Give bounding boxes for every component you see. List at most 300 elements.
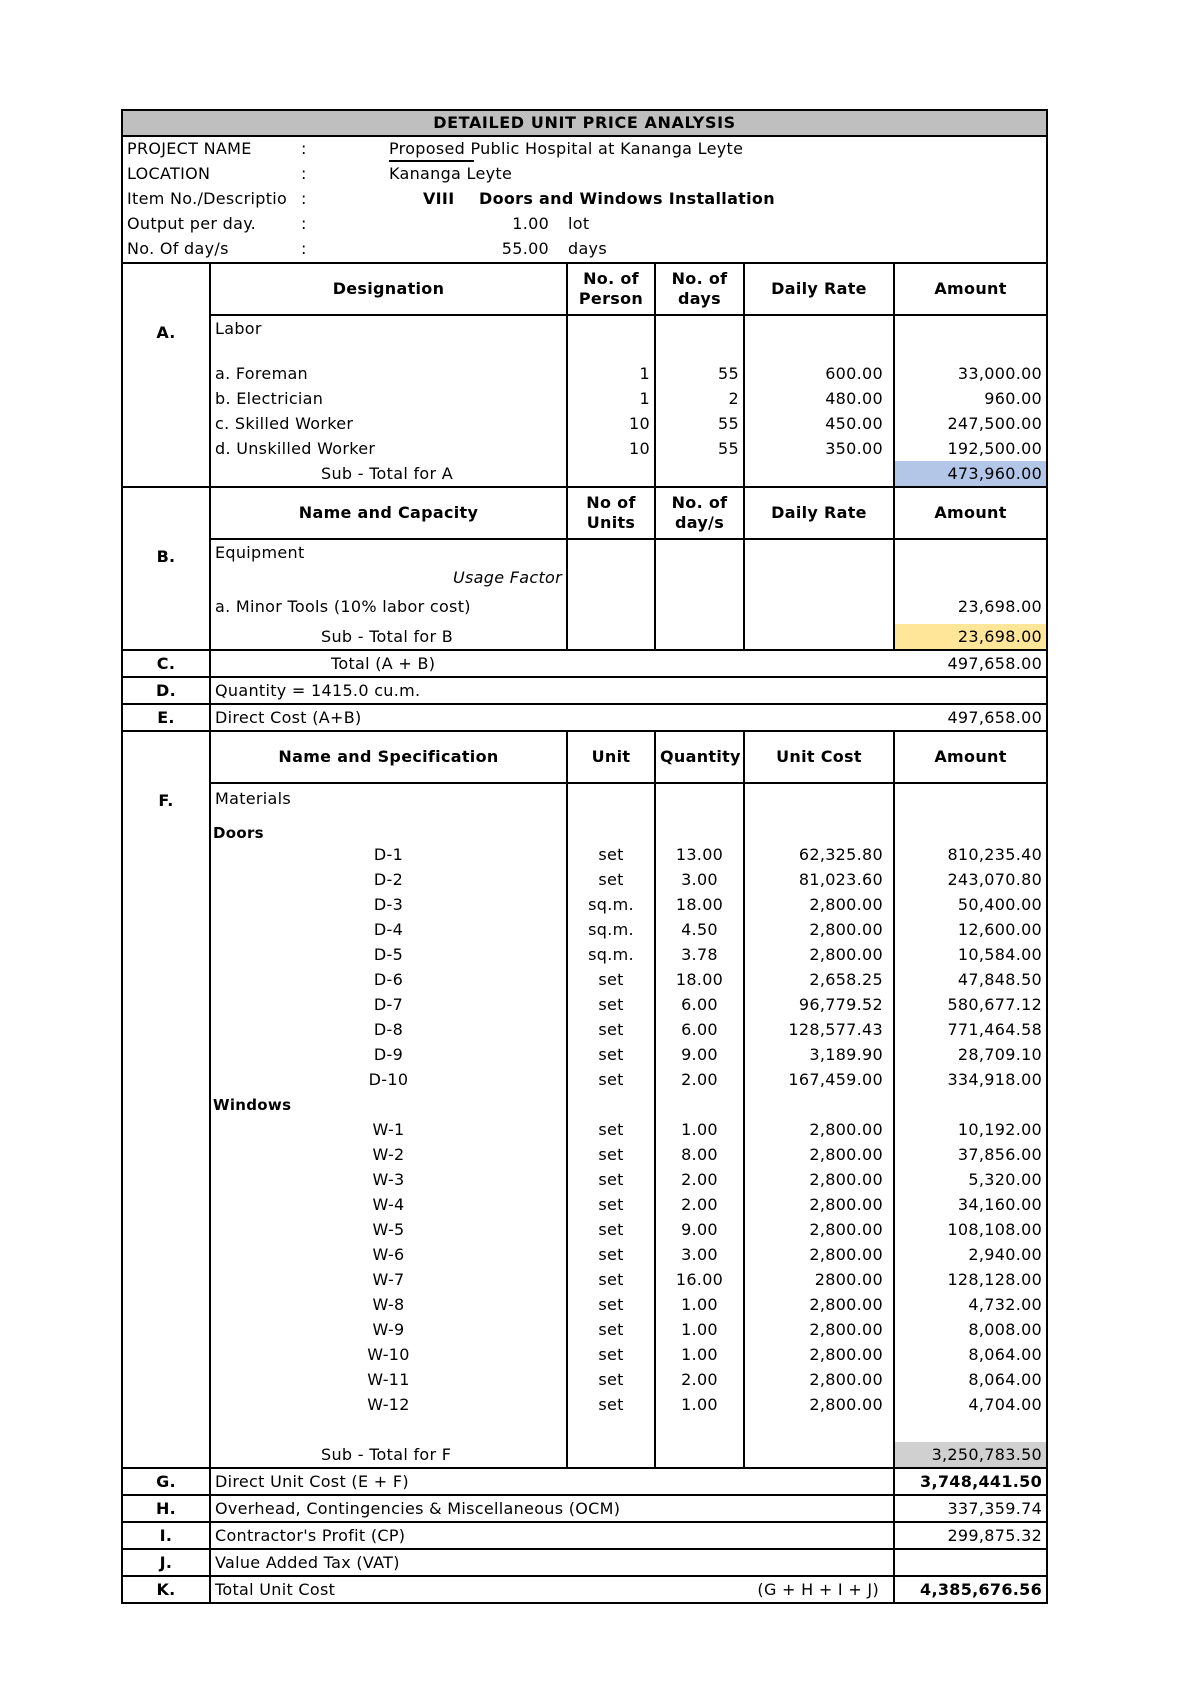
windows-unit-cost: 2,800.00 <box>744 1392 894 1417</box>
windows-row <box>122 1192 1047 1217</box>
doors-quantity: 6.00 <box>655 992 744 1017</box>
windows-row <box>122 1342 1047 1367</box>
days-value: 55.00 <box>501 239 550 258</box>
labor-subtotal-label: Sub - Total for A <box>210 461 567 487</box>
blank-cell <box>744 624 894 650</box>
location-value: Kananga Leyte <box>389 164 513 183</box>
days-label: No. Of day/s <box>127 239 229 258</box>
summary-row <box>122 677 1047 704</box>
windows-row <box>122 1167 1047 1192</box>
blank-cell <box>655 341 744 361</box>
summary-label: Direct Cost (A+B) <box>210 704 894 731</box>
windows-unit: set <box>567 1242 655 1267</box>
labor-subtotal: 473,960.00 <box>894 461 1047 487</box>
windows-quantity: 1.00 <box>655 1292 744 1317</box>
windows-unit-cost: 2,800.00 <box>744 1117 894 1142</box>
windows-name: W-9 <box>210 1317 567 1342</box>
total-letter: H. <box>122 1495 210 1522</box>
doors-name: D-5 <box>210 942 567 967</box>
doors-unit: set <box>567 1017 655 1042</box>
usage-factor-label: Usage Factor <box>210 565 567 590</box>
total-formula <box>744 1495 894 1522</box>
doors-row <box>122 992 1047 1017</box>
doors-amount: 580,677.12 <box>894 992 1047 1017</box>
equipment-name: a. Minor Tools (10% labor cost) <box>210 590 567 624</box>
labor-amount: 33,000.00 <box>894 361 1047 386</box>
info-row-days <box>122 237 1047 263</box>
windows-name: W-11 <box>210 1367 567 1392</box>
info-row-output <box>122 212 1047 237</box>
windows-amount: 34,160.00 <box>894 1192 1047 1217</box>
windows-unit: set <box>567 1142 655 1167</box>
total-label: Overhead, Contingencies & Miscellaneous (OCM) <box>210 1495 744 1522</box>
windows-unit-cost: 2,800.00 <box>744 1192 894 1217</box>
total-amount: 299,875.32 <box>894 1522 1047 1549</box>
labor-header-4: Daily Rate <box>744 263 894 315</box>
blank-cell <box>567 590 655 624</box>
windows-unit: set <box>567 1367 655 1392</box>
doors-name: D-6 <box>210 967 567 992</box>
windows-name: W-10 <box>210 1342 567 1367</box>
doors-row <box>122 867 1047 892</box>
summary-letter: E. <box>122 704 210 731</box>
blank-cell <box>894 814 1047 842</box>
windows-row <box>122 1392 1047 1417</box>
total-label: Value Added Tax (VAT) <box>210 1549 744 1576</box>
materials-header-3: Quantity <box>655 731 744 783</box>
labor-designation: c. Skilled Worker <box>210 411 567 436</box>
labor-row <box>122 411 1047 436</box>
output-label: Output per day. <box>127 214 257 233</box>
total-letter: G. <box>122 1468 210 1495</box>
windows-name: W-7 <box>210 1267 567 1292</box>
windows-amount: 8,064.00 <box>894 1367 1047 1392</box>
equipment-title: Equipment <box>210 539 567 565</box>
blank-cell <box>894 341 1047 361</box>
labor-spacer-row <box>122 341 1047 361</box>
output-unit: lot <box>568 214 590 233</box>
doors-name: D-9 <box>210 1042 567 1067</box>
windows-amount: 2,940.00 <box>894 1242 1047 1267</box>
labor-header-1: Designation <box>210 263 567 315</box>
blank-cell <box>655 315 744 341</box>
windows-amount: 8,064.00 <box>894 1342 1047 1367</box>
materials-header-2: Unit <box>567 731 655 783</box>
doors-amount: 50,400.00 <box>894 892 1047 917</box>
blank-cell <box>655 565 744 590</box>
project-value: Proposed Public Hospital at Kananga Leyte <box>389 139 744 158</box>
total-amount <box>894 1549 1047 1576</box>
equipment-usage-row <box>122 565 1047 590</box>
total-row <box>122 1549 1047 1576</box>
blank-cell <box>894 315 1047 341</box>
blank-cell <box>894 1092 1047 1117</box>
blank-cell <box>655 1417 744 1442</box>
labor-title: Labor <box>210 315 567 341</box>
summary-letter: C. <box>122 650 210 677</box>
windows-quantity: 3.00 <box>655 1242 744 1267</box>
total-formula <box>744 1468 894 1495</box>
windows-row <box>122 1292 1047 1317</box>
labor-daily-rate: 450.00 <box>744 411 894 436</box>
windows-quantity: 2.00 <box>655 1192 744 1217</box>
item-label: Item No./Descriptio <box>127 189 288 208</box>
doors-unit-cost: 96,779.52 <box>744 992 894 1017</box>
labor-designation: d. Unskilled Worker <box>210 436 567 461</box>
equipment-row <box>122 590 1047 624</box>
windows-amount: 128,128.00 <box>894 1267 1047 1292</box>
summary-amount: 497,658.00 <box>894 704 1047 731</box>
doors-unit-cost: 62,325.80 <box>744 842 894 867</box>
equipment-subtotal-label: Sub - Total for B <box>210 624 567 650</box>
doors-quantity: 9.00 <box>655 1042 744 1067</box>
windows-unit-cost: 2,800.00 <box>744 1317 894 1342</box>
equipment-subtotal-row <box>122 624 1047 650</box>
windows-row <box>122 1367 1047 1392</box>
doors-unit-cost: 2,800.00 <box>744 917 894 942</box>
doors-unit: set <box>567 992 655 1017</box>
doors-unit-cost: 2,800.00 <box>744 892 894 917</box>
blank-cell <box>744 1417 894 1442</box>
summary-amount <box>894 677 1047 704</box>
blank-cell <box>655 624 744 650</box>
windows-name: W-12 <box>210 1392 567 1417</box>
doors-quantity: 6.00 <box>655 1017 744 1042</box>
doors-quantity: 3.78 <box>655 942 744 967</box>
doors-group-label: Doors <box>210 814 567 842</box>
doors-quantity: 18.00 <box>655 967 744 992</box>
windows-unit: set <box>567 1267 655 1292</box>
windows-unit: set <box>567 1292 655 1317</box>
windows-unit-cost: 2,800.00 <box>744 1292 894 1317</box>
windows-unit-cost: 2,800.00 <box>744 1242 894 1267</box>
doors-amount: 334,918.00 <box>894 1067 1047 1092</box>
windows-quantity: 9.00 <box>655 1217 744 1242</box>
windows-name: W-1 <box>210 1117 567 1142</box>
materials-header-row <box>122 731 1047 783</box>
equipment-header-4: Daily Rate <box>744 487 894 539</box>
total-row <box>122 1495 1047 1522</box>
labor-amount: 960.00 <box>894 386 1047 411</box>
summary-amount: 497,658.00 <box>894 650 1047 677</box>
labor-days: 2 <box>655 386 744 411</box>
total-formula <box>744 1549 894 1576</box>
windows-amount: 10,192.00 <box>894 1117 1047 1142</box>
labor-section-letter: A. <box>122 263 210 487</box>
analysis-table <box>121 109 1048 1604</box>
title-row <box>122 110 1047 136</box>
labor-persons: 1 <box>567 386 655 411</box>
doors-unit-cost: 3,189.90 <box>744 1042 894 1067</box>
doors-amount: 243,070.80 <box>894 867 1047 892</box>
windows-unit-cost: 2,800.00 <box>744 1142 894 1167</box>
windows-unit-cost: 2,800.00 <box>744 1167 894 1192</box>
materials-header-5: Amount <box>894 731 1047 783</box>
blank-cell <box>655 1092 744 1117</box>
windows-name: W-6 <box>210 1242 567 1267</box>
windows-row <box>122 1267 1047 1292</box>
doors-amount: 810,235.40 <box>894 842 1047 867</box>
doors-amount: 771,464.58 <box>894 1017 1047 1042</box>
equipment-subtotal: 23,698.00 <box>894 624 1047 650</box>
total-letter: J. <box>122 1549 210 1576</box>
windows-amount: 4,704.00 <box>894 1392 1047 1417</box>
windows-unit: set <box>567 1192 655 1217</box>
blank-cell <box>655 539 744 565</box>
windows-unit-cost: 2,800.00 <box>744 1367 894 1392</box>
blank-cell <box>744 461 894 487</box>
materials-spacer-row <box>122 1417 1047 1442</box>
blank-cell <box>894 783 1047 814</box>
windows-unit: set <box>567 1342 655 1367</box>
item-number: VIII <box>423 189 455 208</box>
materials-section-letter: F. <box>122 731 210 1468</box>
windows-row <box>122 1317 1047 1342</box>
windows-row <box>122 1242 1047 1267</box>
output-colon: : <box>301 214 307 233</box>
blank-cell <box>655 783 744 814</box>
equipment-header-row <box>122 487 1047 539</box>
labor-row <box>122 386 1047 411</box>
doors-unit: set <box>567 967 655 992</box>
blank-cell <box>567 461 655 487</box>
doors-row <box>122 1017 1047 1042</box>
materials-title-row <box>122 783 1047 814</box>
doors-amount: 12,600.00 <box>894 917 1047 942</box>
windows-amount: 37,856.00 <box>894 1142 1047 1167</box>
total-label: Total Unit Cost <box>210 1576 744 1603</box>
doors-unit: set <box>567 1042 655 1067</box>
total-amount: 337,359.74 <box>894 1495 1047 1522</box>
materials-header-1: Name and Specification <box>210 731 567 783</box>
doors-name: D-1 <box>210 842 567 867</box>
doors-quantity: 2.00 <box>655 1067 744 1092</box>
windows-row <box>122 1117 1047 1142</box>
blank-cell <box>567 814 655 842</box>
labor-days: 55 <box>655 361 744 386</box>
days-colon: : <box>301 239 307 258</box>
doors-quantity: 3.00 <box>655 867 744 892</box>
windows-unit-cost: 2,800.00 <box>744 1217 894 1242</box>
doors-unit: sq.m. <box>567 942 655 967</box>
windows-group-label: Windows <box>210 1092 567 1117</box>
materials-header-4: Unit Cost <box>744 731 894 783</box>
doors-amount: 10,584.00 <box>894 942 1047 967</box>
blank-cell <box>655 590 744 624</box>
doors-row <box>122 967 1047 992</box>
equipment-header-1: Name and Capacity <box>210 487 567 539</box>
project-label: PROJECT NAME <box>127 139 252 158</box>
windows-name: W-4 <box>210 1192 567 1217</box>
blank-cell <box>567 1442 655 1468</box>
doors-unit: set <box>567 867 655 892</box>
doors-row <box>122 1042 1047 1067</box>
materials-subtotal: 3,250,783.50 <box>894 1442 1047 1468</box>
windows-name: W-8 <box>210 1292 567 1317</box>
blank-cell <box>210 341 567 361</box>
equipment-amount: 23,698.00 <box>894 590 1047 624</box>
windows-name: W-3 <box>210 1167 567 1192</box>
doors-quantity: 4.50 <box>655 917 744 942</box>
windows-quantity: 1.00 <box>655 1342 744 1367</box>
summary-label: Quantity = 1415.0 cu.m. <box>210 677 894 704</box>
equipment-header-5: Amount <box>894 487 1047 539</box>
labor-designation: a. Foreman <box>210 361 567 386</box>
doors-name: D-10 <box>210 1067 567 1092</box>
sheet-title: DETAILED UNIT PRICE ANALYSIS <box>122 110 1047 136</box>
labor-header-row <box>122 263 1047 315</box>
windows-unit: set <box>567 1392 655 1417</box>
summary-row <box>122 704 1047 731</box>
windows-row <box>122 1142 1047 1167</box>
labor-header-2: No. of Person <box>567 263 655 315</box>
blank-cell <box>744 783 894 814</box>
doors-unit: set <box>567 842 655 867</box>
windows-row <box>122 1217 1047 1242</box>
windows-quantity: 2.00 <box>655 1367 744 1392</box>
labor-header-5: Amount <box>894 263 1047 315</box>
doors-name: D-7 <box>210 992 567 1017</box>
labor-daily-rate: 480.00 <box>744 386 894 411</box>
info-row-location <box>122 162 1047 187</box>
labor-daily-rate: 350.00 <box>744 436 894 461</box>
doors-unit-cost: 81,023.60 <box>744 867 894 892</box>
blank-cell <box>744 315 894 341</box>
location-label: LOCATION <box>127 164 211 183</box>
windows-quantity: 1.00 <box>655 1317 744 1342</box>
total-row <box>122 1522 1047 1549</box>
total-label: Direct Unit Cost (E + F) <box>210 1468 744 1495</box>
summary-row <box>122 650 1047 677</box>
doors-amount: 28,709.10 <box>894 1042 1047 1067</box>
output-value: 1.00 <box>512 214 550 233</box>
doors-unit-cost: 2,658.25 <box>744 967 894 992</box>
windows-amount: 108,108.00 <box>894 1217 1047 1242</box>
total-formula: (G + H + I + J) <box>744 1576 894 1603</box>
info-row-item <box>122 187 1047 212</box>
doors-row <box>122 1067 1047 1092</box>
equipment-title-row <box>122 539 1047 565</box>
equipment-section-letter: B. <box>122 487 210 650</box>
windows-quantity: 2.00 <box>655 1167 744 1192</box>
doors-unit: sq.m. <box>567 917 655 942</box>
windows-unit-cost: 2,800.00 <box>744 1342 894 1367</box>
total-amount: 4,385,676.56 <box>894 1576 1047 1603</box>
total-label: Contractor's Profit (CP) <box>210 1522 744 1549</box>
blank-cell <box>567 1092 655 1117</box>
labor-days: 55 <box>655 411 744 436</box>
blank-cell <box>744 565 894 590</box>
blank-cell <box>567 783 655 814</box>
windows-quantity: 1.00 <box>655 1392 744 1417</box>
materials-subtotal-label: Sub - Total for F <box>210 1442 567 1468</box>
info-row-project <box>122 136 1047 162</box>
doors-unit-cost: 2,800.00 <box>744 942 894 967</box>
windows-quantity: 16.00 <box>655 1267 744 1292</box>
labor-persons: 10 <box>567 411 655 436</box>
days-unit: days <box>568 239 607 258</box>
blank-cell <box>744 590 894 624</box>
doors-unit: set <box>567 1067 655 1092</box>
windows-quantity: 8.00 <box>655 1142 744 1167</box>
windows-amount: 8,008.00 <box>894 1317 1047 1342</box>
blank-cell <box>567 624 655 650</box>
blank-cell <box>567 315 655 341</box>
windows-quantity: 1.00 <box>655 1117 744 1142</box>
blank-cell <box>744 1442 894 1468</box>
labor-days: 55 <box>655 436 744 461</box>
location-colon: : <box>301 164 307 183</box>
doors-unit: sq.m. <box>567 892 655 917</box>
windows-amount: 5,320.00 <box>894 1167 1047 1192</box>
labor-row <box>122 361 1047 386</box>
doors-amount: 47,848.50 <box>894 967 1047 992</box>
blank-cell <box>655 1442 744 1468</box>
blank-cell <box>744 1092 894 1117</box>
item-description: Doors and Windows Installation <box>479 189 775 208</box>
blank-cell <box>894 539 1047 565</box>
doors-row <box>122 917 1047 942</box>
doors-row <box>122 842 1047 867</box>
labor-daily-rate: 600.00 <box>744 361 894 386</box>
labor-row <box>122 436 1047 461</box>
windows-unit: set <box>567 1167 655 1192</box>
windows-unit-cost: 2800.00 <box>744 1267 894 1292</box>
labor-persons: 10 <box>567 436 655 461</box>
project-colon: : <box>301 139 307 158</box>
windows-name: W-5 <box>210 1217 567 1242</box>
labor-designation: b. Electrician <box>210 386 567 411</box>
windows-group-row <box>122 1092 1047 1117</box>
blank-cell <box>894 1417 1047 1442</box>
windows-amount: 4,732.00 <box>894 1292 1047 1317</box>
total-letter: K. <box>122 1576 210 1603</box>
labor-amount: 192,500.00 <box>894 436 1047 461</box>
materials-title: Materials <box>210 783 567 814</box>
doors-name: D-2 <box>210 867 567 892</box>
labor-amount: 247,500.00 <box>894 411 1047 436</box>
blank-cell <box>567 565 655 590</box>
doors-unit-cost: 128,577.43 <box>744 1017 894 1042</box>
blank-cell <box>655 814 744 842</box>
blank-cell <box>210 1417 567 1442</box>
total-letter: I. <box>122 1522 210 1549</box>
blank-cell <box>567 539 655 565</box>
doors-row <box>122 892 1047 917</box>
blank-cell <box>567 341 655 361</box>
unit-price-analysis-sheet <box>121 109 1046 1604</box>
blank-cell <box>655 461 744 487</box>
blank-cell <box>894 565 1047 590</box>
blank-cell <box>744 539 894 565</box>
total-formula <box>744 1522 894 1549</box>
total-row <box>122 1576 1047 1603</box>
labor-title-row <box>122 315 1047 341</box>
blank-cell <box>744 814 894 842</box>
summary-label: Total (A + B) <box>210 650 894 677</box>
doors-row <box>122 942 1047 967</box>
doors-name: D-8 <box>210 1017 567 1042</box>
equipment-header-2: No of Units <box>567 487 655 539</box>
doors-group-row <box>122 814 1047 842</box>
item-colon: : <box>301 189 307 208</box>
summary-letter: D. <box>122 677 210 704</box>
doors-name: D-3 <box>210 892 567 917</box>
doors-name: D-4 <box>210 917 567 942</box>
total-amount: 3,748,441.50 <box>894 1468 1047 1495</box>
blank-cell <box>744 341 894 361</box>
materials-subtotal-row <box>122 1442 1047 1468</box>
